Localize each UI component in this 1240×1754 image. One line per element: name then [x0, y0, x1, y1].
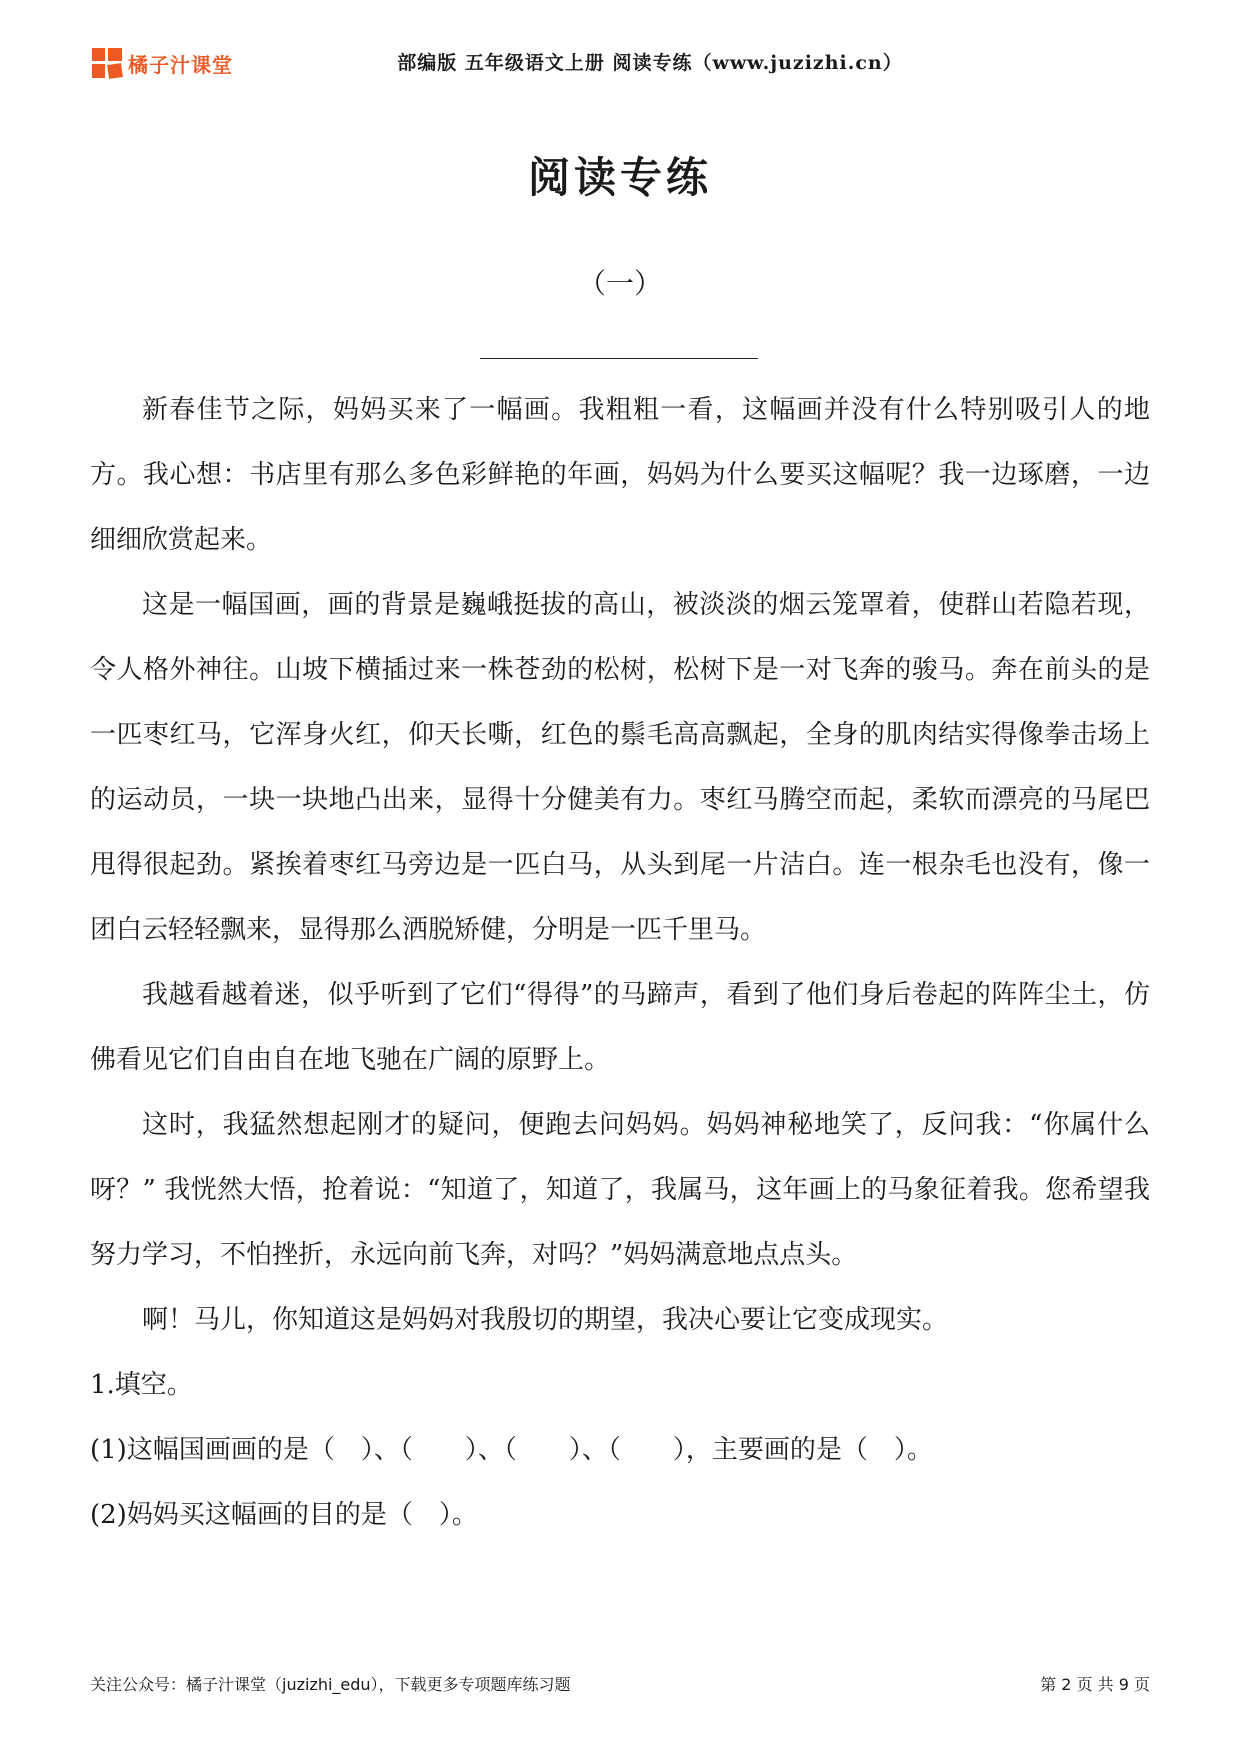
question-item-1: (1)这幅国画画的是（ ）、（ ）、（ ）、（ ），主要画的是（ ）。	[90, 1435, 933, 1465]
passage-paragraph-4: 这时，我猛然想起刚才的疑问，便跑去问妈妈。妈妈神秘地笑了，反问我：“你属什么呀？” 我恍然大悟，抢着说：“知道了，知道了，我属马，这年画上的马象征着我。您希望我努力学习，不怕挫折，永远向前飞奔，对吗？”妈妈满意地点点头。	[90, 1110, 1150, 1270]
header-title: 部编版 五年级语文上册 阅读专练（www.juzizhi.cn）	[397, 52, 903, 74]
page-number: 第 2 页 共 9 页	[1040, 1675, 1150, 1694]
logo-icon	[92, 48, 122, 78]
logo-text: 橘子汁课堂	[128, 52, 233, 77]
section-title: （一）	[577, 267, 662, 300]
question-item-2: (2)妈妈买这幅画的目的是（ ）。	[90, 1500, 478, 1530]
reading-content	[90, 378, 1150, 1548]
passage-paragraph-2: 这是一幅国画，画的背景是巍峨挺拔的高山，被淡淡的烟云笼罩着，使群山若隐若现，令人格外神往。山坡下横插过来一株苍劲的松树，松树下是一对飞奔的骏马。奔在前头的是一匹枣红马，它浑身火红，仰天长嘶，红色的鬃毛高高飘起，全身的肌肉结实得像拳击场上的运动员，一块一块地凸出来，显得十分健美有力。枣红马腾空而起，柔软而漂亮的马尾巴甩得很起劲。紧挨着枣红马旁边是一匹白马，从头到尾一片洁白。连一根杂毛也没有，像一团白云轻轻飘来，显得那么洒脱矫健，分明是一匹千里马。	[90, 590, 1150, 945]
question-heading: 1.填空。	[90, 1370, 193, 1400]
passage-paragraph-1: 新春佳节之际，妈妈买来了一幅画。我粗粗一看，这幅画并没有什么特别吸引人的地方。我心想：书店里有那么多色彩鲜艳的年画，妈妈为什么要买这幅呢？我一边琢磨，一边细细欣赏起来。	[90, 395, 1150, 555]
passage-paragraph-3: 我越看越着迷，似乎听到了它们“得得”的马蹄声，看到了他们身后卷起的阵阵尘土，仿佛看见它们自由自在地飞驰在广阔的原野上。	[90, 980, 1150, 1075]
footer-note: 关注公众号：橘子汁课堂（juzizhi_edu），下载更多专项题库练习题	[90, 1675, 571, 1694]
brand-logo	[92, 46, 233, 80]
page-header	[0, 0, 1240, 110]
passage-paragraph-5: 啊！马儿，你知道这是妈妈对我殷切的期望，我决心要让它变成现实。	[142, 1305, 949, 1335]
page-title: 阅读专练	[527, 153, 712, 202]
title-divider	[480, 358, 758, 359]
